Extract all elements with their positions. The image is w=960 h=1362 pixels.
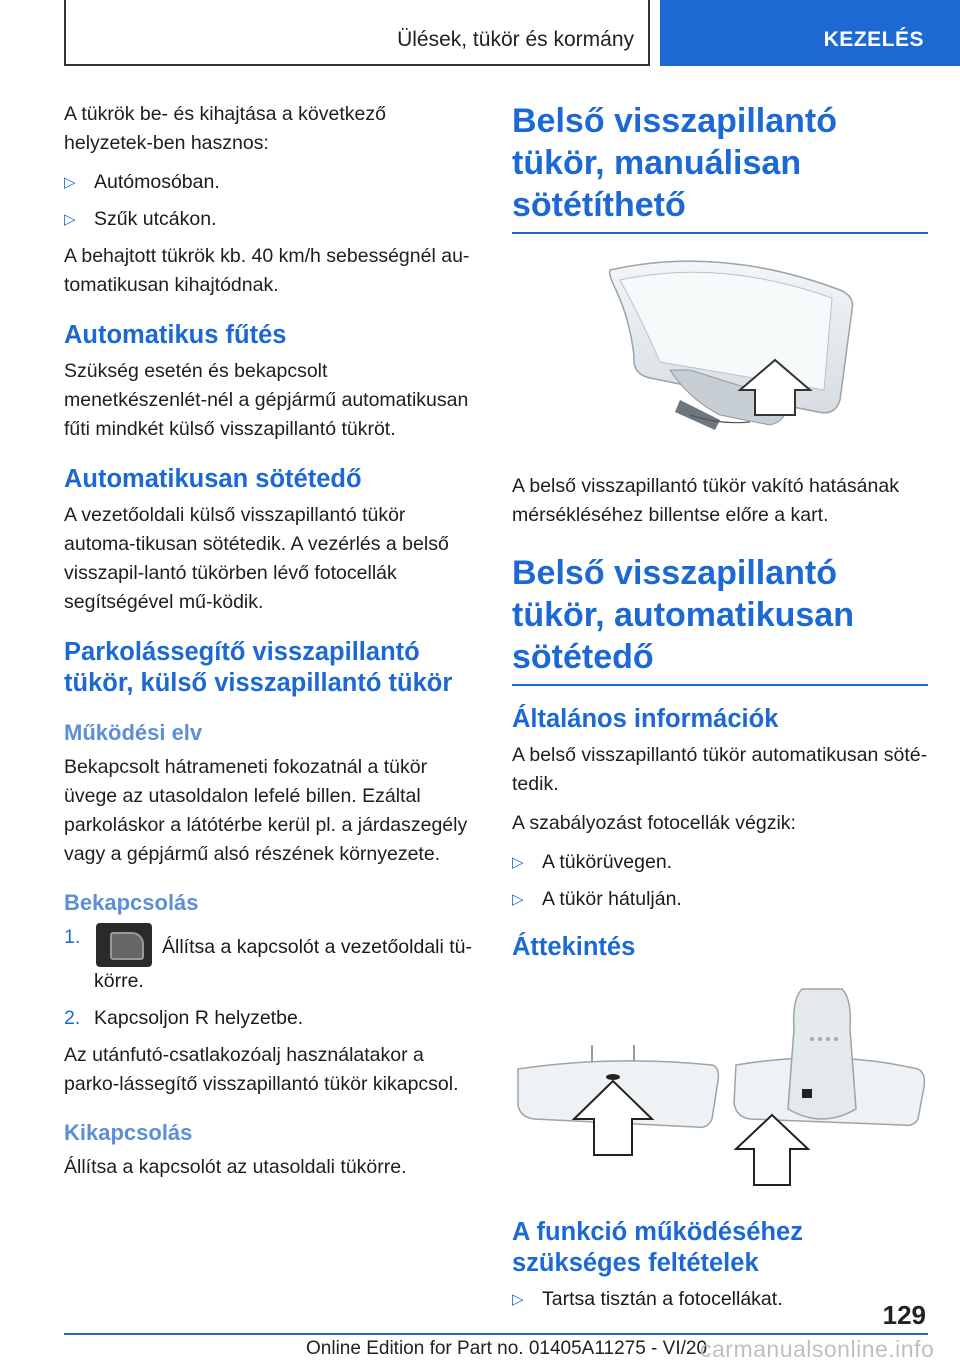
general-info-text: A belső visszapillantó tükör automatikusan söté-tedik. <box>512 744 928 795</box>
general-info-title: Általános információk <box>512 705 779 733</box>
auto-mirror-title: Belső visszapillantó tükör, automatikusan sötétedő <box>512 552 928 686</box>
dimming-title: Automatikusan sötétedő <box>64 465 362 493</box>
footer-divider <box>64 1333 928 1335</box>
triangle-right-icon: ▷ <box>64 174 76 191</box>
conditions-title: A funkció működéséhez szükséges feltételek <box>512 1218 803 1277</box>
list-item <box>64 168 474 197</box>
header-section-box <box>64 0 650 66</box>
auto-mirror-overview-illustration <box>512 969 928 1199</box>
step-number: 2. <box>64 1007 81 1029</box>
heating-title: Automatikus fűtés <box>64 321 287 349</box>
left-column <box>64 100 474 1192</box>
manual-mirror-title: Belső visszapillantó tükör, manuálisan sötétíthető <box>512 100 928 234</box>
switch-off-text: Állítsa a kapcsolót az utasoldali tükörre. <box>64 1156 407 1178</box>
heating-text: Szükség esetén és bekapcsolt menetkészenlét-nél a gépjármű automatikusan fűti mindkét külső visszapillantó tükröt. <box>64 360 469 440</box>
page-number: 129 <box>882 1300 926 1330</box>
bullet-text: Tartsa tisztán a fotocellákat. <box>542 1288 783 1310</box>
dimming-text: A vezetőoldali külső visszapillantó tükör automa-tikusan sötétedik. A vezérlés a belső visszapil-lantó tükörben lévő fotocellák segítségével mű-ködik. <box>64 504 449 613</box>
fold-note: A behajtott tükrök kb. 40 km/h sebességnél au-tomatikusan kihajtódnak. <box>64 245 470 296</box>
bullet-text: A tükörüvegen. <box>542 851 673 873</box>
overview-title: Áttekintés <box>512 933 636 961</box>
triangle-right-icon: ▷ <box>512 1291 524 1308</box>
mirror-switch-icon <box>96 923 152 967</box>
footer-edition: Online Edition for Part no. 01405A11275 - VI/20 <box>306 1338 708 1359</box>
manual-mirror-illustration <box>570 250 870 450</box>
triangle-right-icon: ▷ <box>512 854 524 871</box>
triangle-right-icon: ▷ <box>512 891 524 908</box>
list-item <box>512 1285 928 1314</box>
step-number: 1. <box>64 926 81 948</box>
control-text: A szabályozást fotocellák végzik: <box>512 812 796 834</box>
bullet-text: Autómosóban. <box>94 171 220 193</box>
list-item <box>512 885 928 914</box>
switch-on-title: Bekapcsolás <box>64 890 199 915</box>
header-chapter-box <box>660 0 960 66</box>
step-text: Kapcsoljon R helyzetbe. <box>94 1007 304 1029</box>
principle-text: Bekapcsolt hátrameneti fokozatnál a tükör üvege az utasoldalon lefelé billen. Ezáltal parkoláskor a látótérbe kerül pl. a járdaszegély vagy a gépjármű alsó részének környezete. <box>64 756 468 865</box>
switch-off-title: Kikapcsolás <box>64 1120 193 1145</box>
trailer-note: Az utánfutó-csatlakozóalj használatakor a parko-lássegítő visszapillantó tükör kikapcsol. <box>64 1044 459 1095</box>
step-item <box>64 923 474 996</box>
bullet-text: A tükör hátulján. <box>542 888 682 910</box>
list-item <box>512 848 928 877</box>
list-item <box>64 205 474 234</box>
step-text: Állítsa a kapcsolót a vezetőoldali tü-körre. <box>94 936 473 992</box>
principle-title: Működési elv <box>64 720 203 745</box>
parking-title: Parkolássegítő visszapillantó tükör, külső visszapillantó tükör <box>64 638 453 697</box>
header-section-title: Ülések, tükör és kormány <box>397 28 634 51</box>
right-column <box>512 100 928 1322</box>
intro-text: A tükrök be- és kihajtása a következő helyzetek-ben hasznos: <box>64 103 386 154</box>
header-chapter-title: KEZELÉS <box>823 28 924 51</box>
watermark: carmanualsonline.info <box>700 1336 935 1362</box>
manual-mirror-caption: A belső visszapillantó tükör vakító hatásának mérsékléséhez billentse előre a kart. <box>512 475 899 526</box>
bullet-text: Szűk utcákon. <box>94 208 217 230</box>
triangle-right-icon: ▷ <box>64 211 76 228</box>
step-item <box>64 1004 474 1033</box>
